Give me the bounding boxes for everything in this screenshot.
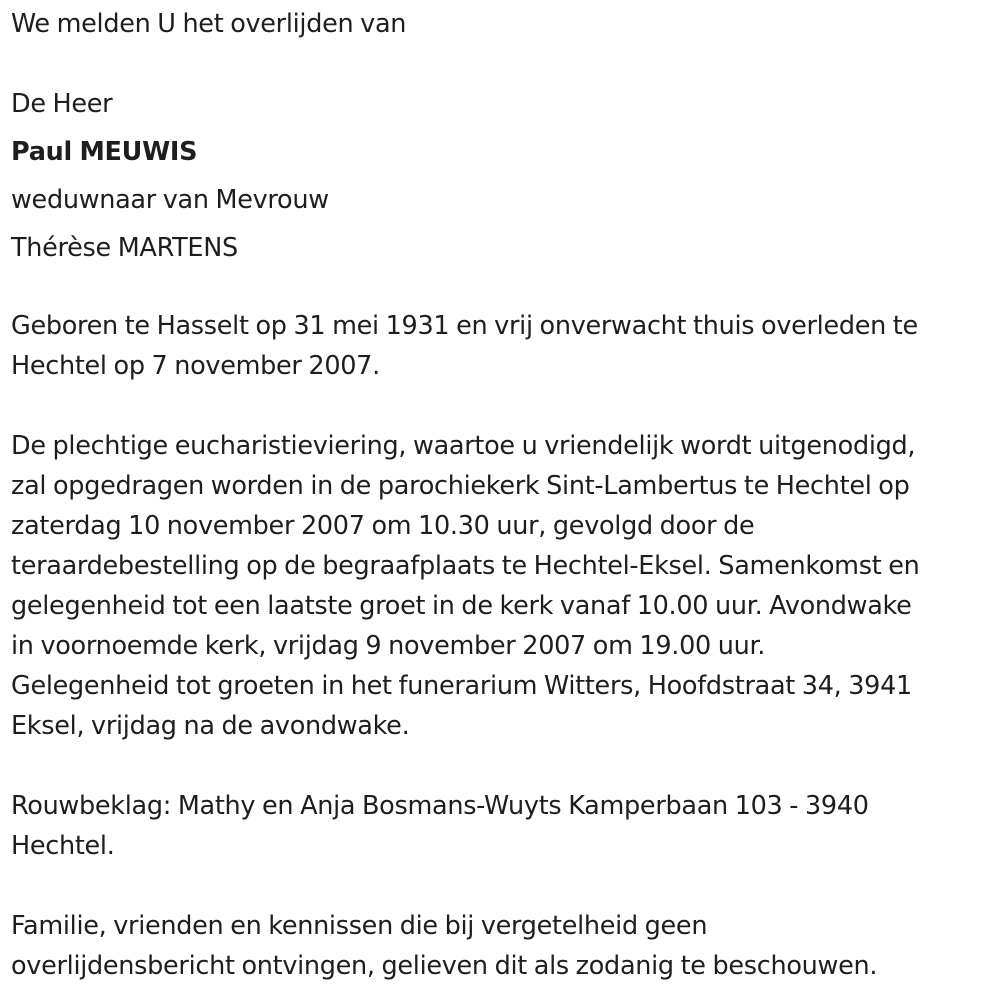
closing-paragraph <box>11 906 996 986</box>
intro-text: We melden U het overlijden van <box>11 9 407 39</box>
paragraph-line: overlijdensbericht ontvingen, gelieven dit als zodanig te beschouwen. <box>11 951 878 981</box>
paragraph-line: Hechtel op 7 november 2007. <box>11 351 380 381</box>
death-notice <box>11 4 996 986</box>
paragraph-line: zal opgedragen worden in de parochiekerk Sint-Lambertus te Hechtel op <box>11 471 910 501</box>
paragraph-line: Geboren te Hasselt op 31 mei 1931 en vrij onverwacht thuis overleden te <box>11 311 918 341</box>
paragraph-line: zaterdag 10 november 2007 om 10.30 uur, gevolgd door de <box>11 511 755 541</box>
deceased-block <box>11 80 996 272</box>
birth-death-paragraph <box>11 306 996 386</box>
paragraph-line: Rouwbeklag: Mathy en Anja Bosmans-Wuyts Kamperbaan 103 - 3940 <box>11 791 869 821</box>
paragraph-line: teraardebestelling op de begraafplaats te Hechtel-Eksel. Samenkomst en <box>11 551 920 581</box>
paragraph-line: Hechtel. <box>11 831 115 861</box>
paragraph-line: in voornoemde kerk, vrijdag 9 november 2007 om 19.00 uur. <box>11 631 766 661</box>
paragraph-line: Eksel, vrijdag na de avondwake. <box>11 711 410 741</box>
paragraph-line: Familie, vrienden en kennissen die bij vergetelheid geen <box>11 911 708 941</box>
deceased-name: Paul MEUWIS <box>11 137 198 167</box>
paragraph-line: De plechtige eucharistieviering, waartoe u vriendelijk wordt uitgenodigd, <box>11 431 916 461</box>
paragraph-line: Gelegenheid tot groeten in het funerarium Witters, Hoofdstraat 34, 3941 <box>11 671 912 701</box>
spouse-name: Thérèse MARTENS <box>11 233 238 263</box>
paragraph-line: gelegenheid tot een laatste groet in de kerk vanaf 10.00 uur. Avondwake <box>11 591 912 621</box>
ceremony-paragraph <box>11 426 996 746</box>
spouse-relation: weduwnaar van Mevrouw <box>11 185 329 215</box>
honorific: De Heer <box>11 89 113 119</box>
condolences-paragraph <box>11 786 996 866</box>
